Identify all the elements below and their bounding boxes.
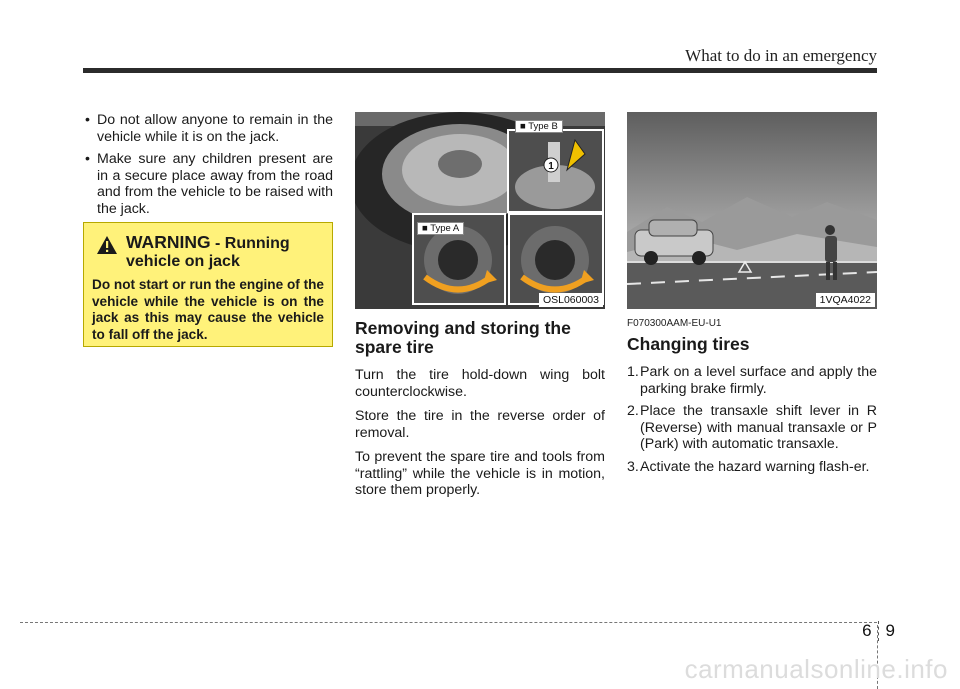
roadside-figure bbox=[627, 112, 877, 309]
spare-tire-figure bbox=[355, 112, 605, 309]
column-1 bbox=[83, 112, 333, 223]
section-title-spare-tire: Removing and storing the spare tire bbox=[355, 318, 571, 357]
footer-rule bbox=[20, 622, 877, 623]
roadside-illustration bbox=[627, 112, 877, 309]
bullet-list bbox=[83, 112, 333, 217]
step-list bbox=[627, 364, 877, 475]
warning-box bbox=[83, 222, 333, 347]
warning-title: WARNING - Running vehicle on jack bbox=[126, 232, 290, 270]
bullet-item: • Do not allow anyone to remain in the vehicle while it is on the jack. bbox=[85, 112, 333, 145]
spare-tire-illustration bbox=[355, 112, 605, 309]
type-a-label: ■ Type A bbox=[417, 222, 464, 235]
section-header: What to do in an emergency bbox=[685, 46, 877, 65]
watermark: carmanualsonline.info bbox=[684, 654, 948, 684]
type-b-label: ■ Type B bbox=[515, 120, 563, 133]
bullet-item: • Make sure any children present are in a secure place away from the road and from the vehicle to be raised with the jack. bbox=[85, 151, 333, 217]
figure-code: OSL060003 bbox=[539, 293, 603, 307]
section-title-changing-tires: Changing tires bbox=[627, 334, 750, 354]
figure-code: 1VQA4022 bbox=[816, 293, 875, 307]
paragraph: Turn the tire hold-down wing bolt counterclockwise. bbox=[355, 367, 605, 400]
page-number bbox=[862, 621, 895, 641]
warning-icon bbox=[96, 235, 118, 255]
step-item: 1. Park on a level surface and apply the parking brake firmly. bbox=[627, 364, 877, 397]
warning-body: Do not start or run the engine of the vehicle while the vehicle is on the jack as this may cause the vehicle to fall off the jack. bbox=[92, 277, 324, 342]
step-item: 3. Activate the hazard warning flash-er. bbox=[627, 458, 870, 475]
page-section: 6 bbox=[862, 621, 872, 640]
header-rule bbox=[83, 68, 877, 73]
column-2 bbox=[355, 112, 605, 507]
paragraph: Store the tire in the reverse order of removal. bbox=[355, 408, 605, 441]
paragraph: To prevent the spare tire and tools from “rattling” while the vehicle is in motion, store them properly. bbox=[355, 449, 605, 498]
page-index: 9 bbox=[885, 621, 895, 640]
reference-code: F070300AAM-EU-U1 bbox=[627, 318, 722, 329]
callout-number: 1 bbox=[548, 161, 554, 172]
column-3 bbox=[627, 112, 877, 481]
step-item: 2. Place the transaxle shift lever in R (Reverse) with manual transaxle or P (Park) with automatic transaxle. bbox=[627, 403, 877, 452]
